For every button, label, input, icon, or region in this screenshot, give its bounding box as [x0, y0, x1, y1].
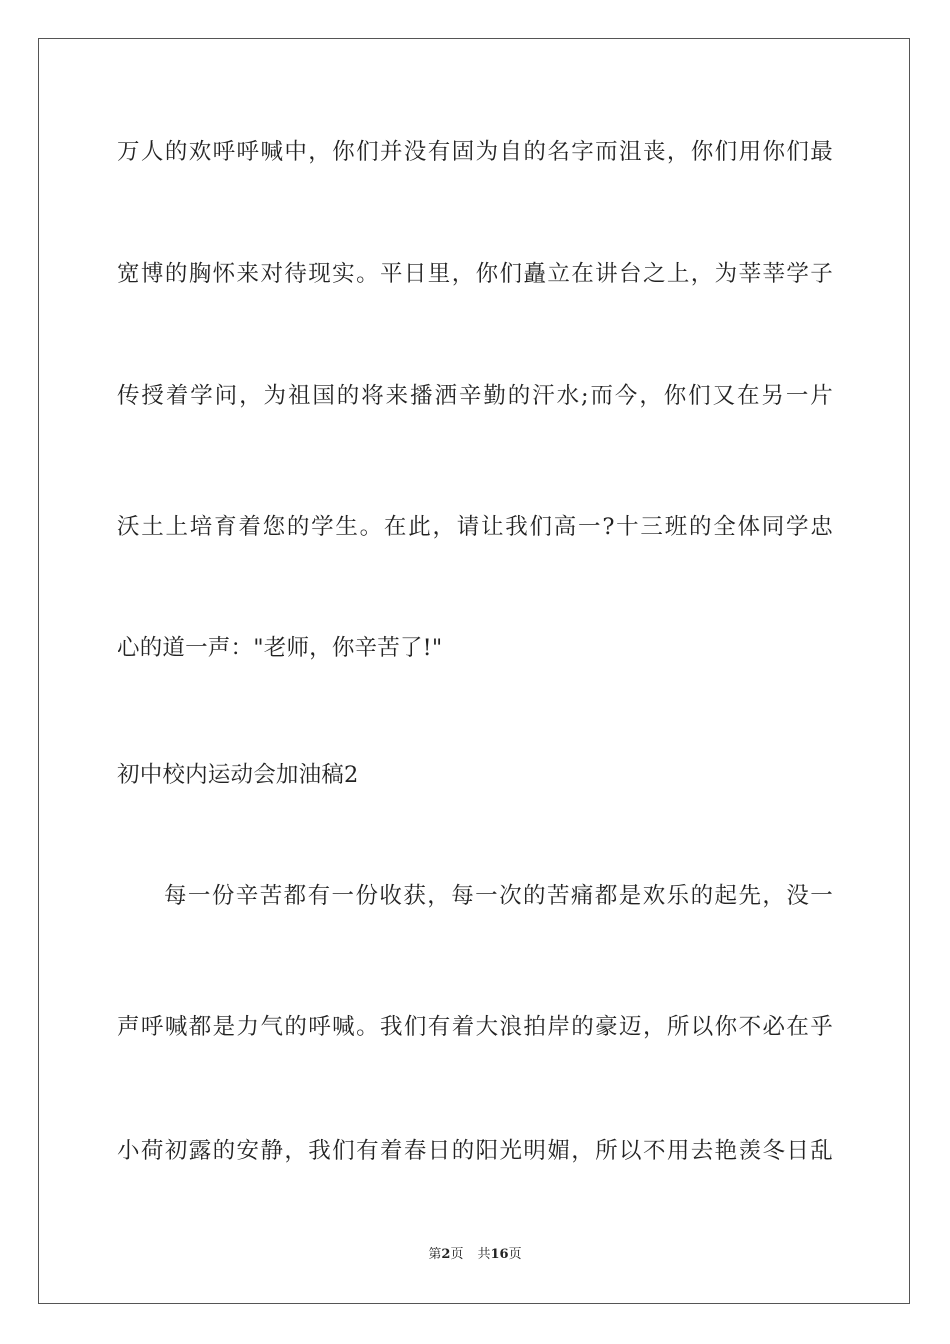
page-prefix: 第: [428, 1247, 442, 1262]
section-heading: 初中校内运动会加油稿2: [117, 762, 359, 788]
total-suffix: 页: [508, 1247, 522, 1262]
text-line: 心的道一声："老师，你辛苦了!": [117, 635, 443, 661]
text-line: 传授着学问，为祖国的将来播洒辛勤的汗水;而今，你们又在另一片: [117, 383, 833, 409]
text-line: 每一份辛苦都有一份收获，每一次的苦痛都是欢乐的起先，没一: [164, 883, 833, 909]
page-border: [38, 38, 910, 1304]
text-line: 万人的欢呼呼喊中，你们并没有固为自的名字而沮丧，你们用你们最: [117, 139, 833, 165]
page-footer: [0, 1246, 950, 1264]
text-line: 小荷初露的安静，我们有着春日的阳光明媚，所以不用去艳羡冬日乱: [117, 1138, 833, 1164]
page-number: 2: [441, 1247, 451, 1262]
text-line: 宽博的胸怀来对待现实。平日里，你们矗立在讲台之上，为莘莘学子: [117, 261, 833, 287]
page-suffix: 页: [450, 1247, 464, 1262]
total-prefix: 共: [477, 1247, 491, 1262]
text-line: 沃土上培育着您的学生。在此，请让我们高一?十三班的全体同学忠: [117, 514, 833, 540]
text-line: 声呼喊都是力气的呼喊。我们有着大浪拍岸的豪迈，所以你不必在乎: [117, 1014, 833, 1040]
total-pages: 16: [490, 1247, 509, 1262]
